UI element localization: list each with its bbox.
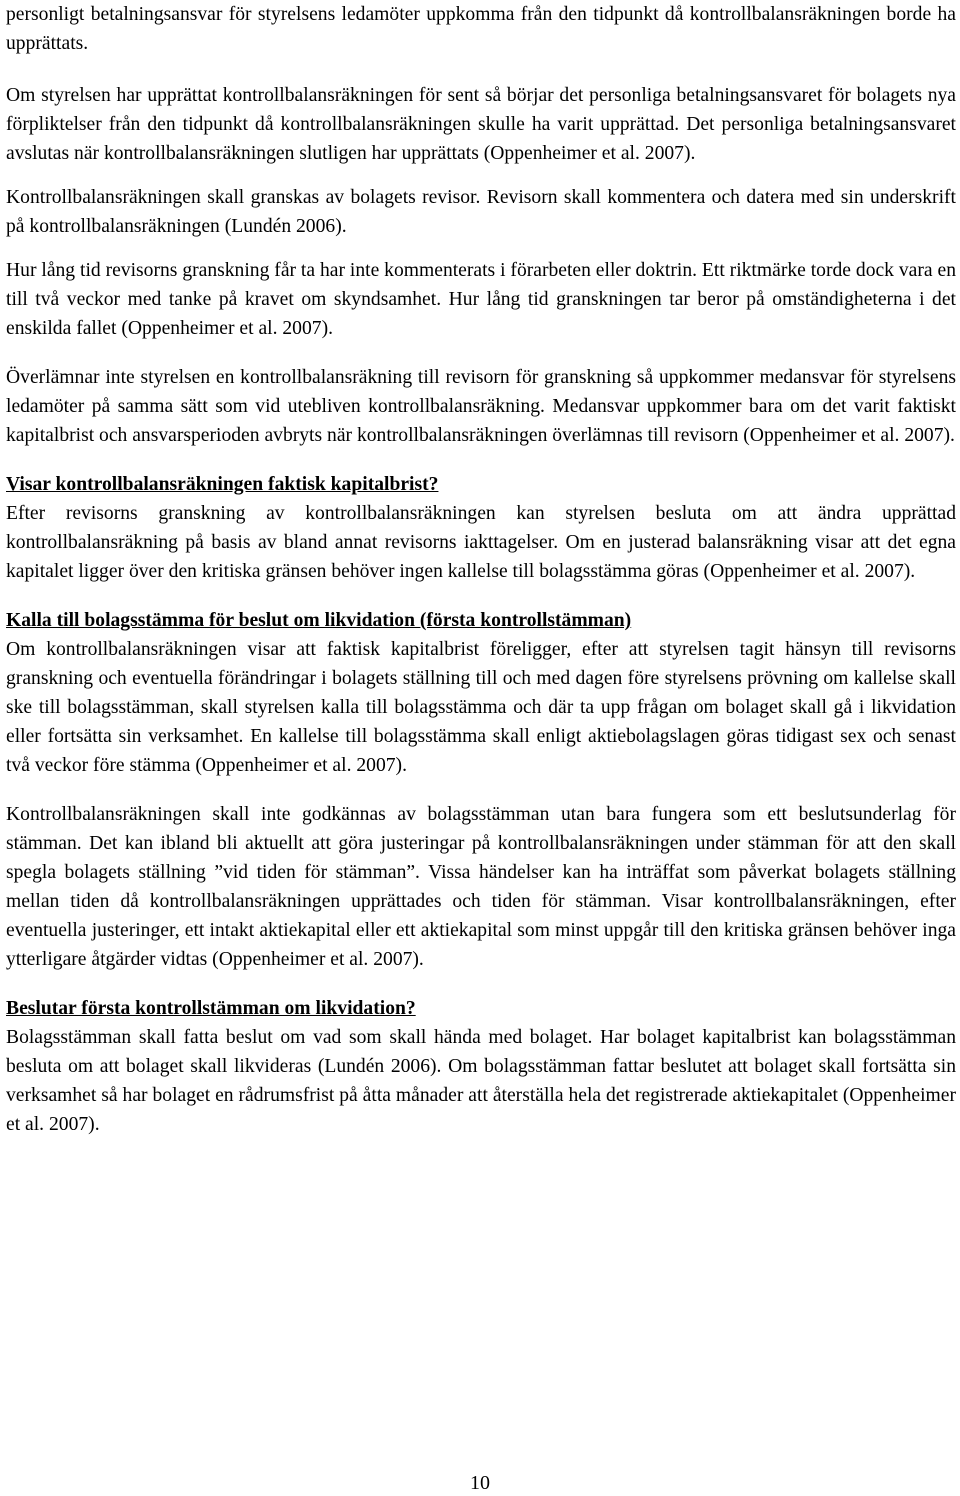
document-page [6,0,956,1139]
heading-faktisk-kapitalbrist: Visar kontrollbalansräkningen faktisk kapitalbrist? [6,474,439,495]
heading-kalla-till-bolagsstamma: Kalla till bolagsstämma för beslut om likvidation (första kontrollstämman) [6,610,632,631]
paragraph-2: Om styrelsen har upprättat kontrollbalansräkningen för sent så börjar det personliga betalningsansvaret för bolagets nya förpliktelser från den tidpunkt då kontrollbalansräkningen skulle ha varit upprättad. Det personliga betalningsansvaret avslutas när kontrollbalansräkningen slutligen har upprättats (Oppenheimer et al. 2007). [6,85,956,164]
paragraph-6: Efter revisorns granskning av kontrollbalansräkningen kan styrelsen besluta om att ändra upprättad kontrollbalansräkning på basis av bland annat revisorns iakttagelser. Om en justerad balansräkning visar att det egna kapitalet ligger över den kritiska gränsen behöver ingen kallelse till bolagsstämma göras (Oppenheimer et al. 2007). [6,503,956,582]
paragraph-8: Kontrollbalansräkningen skall inte godkännas av bolagsstämman utan bara fungera som ett beslutsunderlag för stämman. Det kan ibland bli aktuellt att göra justeringar på kontrollbalansräkningen under stämman för att den skall spegla bolagets ställning ”vid tiden för stämman”. Vissa händelser kan ha inträffat som påverkat bolagets ställning mellan tiden då kontrollbalansräkningen upprättades och tiden för stämman. Visar kontrollbalansräkningen, efter eventuella justeringer, ett intakt aktiekapital eller ett aktiekapital som minst uppgår till den kritiska gränsen behöver inga ytterligare åtgärder vidtas (Oppenheimer et al. 2007). [6,804,956,970]
heading-beslutar-forsta-kontrollstamman: Beslutar första kontrollstämman om likvidation? [6,998,416,1019]
paragraph-5: Överlämnar inte styrelsen en kontrollbalansräkning till revisorn för granskning så uppkommer medansvar för styrelsens ledamöter på samma sätt som vid utebliven kontrollbalansräkning. Medansvar uppkommer bara om det varit faktiskt kapitalbrist och ansvarsperioden avbryts när kontrollbalansräkningen överlämnas till revisorn (Oppenheimer et al. 2007). [6,367,956,446]
paragraph-3: Kontrollbalansräkningen skall granskas av bolagets revisor. Revisorn skall kommentera och datera med sin underskrift på kontrollbalansräkningen (Lundén 2006). [6,187,956,237]
paragraph-4: Hur lång tid revisorns granskning får ta har inte kommenterats i förarbeten eller doktrin. Ett riktmärke torde dock vara en till två veckor med tanke på kravet om skyndsamhet. Hur lång tid granskningen tar beror på omständigheterna i det enskilda fallet (Oppenheimer et al. 2007). [6,260,956,339]
paragraph-9: Bolagsstämman skall fatta beslut om vad som skall hända med bolaget. Har bolaget kapitalbrist kan bolagsstämman besluta om att bolaget skall likvideras (Lundén 2006). Om bolagsstämman fattar beslutet att bolaget skall fortsätta sin verksamhet så har bolaget en rådrumsfrist på åtta månader att återställa hela det registrerade aktiekapitalet (Oppenheimer et al. 2007). [6,1027,956,1135]
paragraph-1: personligt betalningsansvar för styrelsens ledamöter uppkomma från den tidpunkt då kontrollbalansräkningen borde ha upprättats. [6,4,956,54]
page-number: 10 [470,1472,490,1494]
paragraph-7: Om kontrollbalansräkningen visar att faktisk kapitalbrist föreligger, efter att styrelsen tagit hänsyn till revisorns granskning och eventuella förändringar i bolagets ställning till och med dagen före styrelsens prövning om kallelse skall ske till bolagsstämman, skall styrelsen kalla till bolagsstämma och där ta upp frågan om bolaget skall gå i likvidation eller fortsätta sin verksamhet. En kallelse till bolagsstämma skall enligt aktiebolagslagen göras tidigast sex och senast två veckor före stämma (Oppenheimer et al. 2007). [6,639,956,776]
